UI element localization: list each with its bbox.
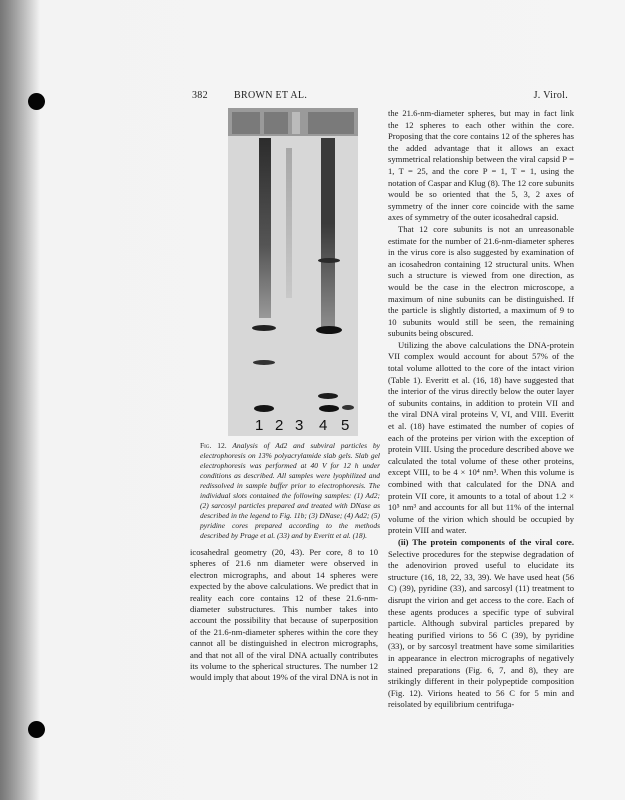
gel-figure <box>228 108 358 436</box>
running-header <box>192 90 568 104</box>
lane-label-4: 4 <box>319 417 328 434</box>
lane-1-band <box>252 325 276 331</box>
left-column-text: icosahedral geometry (20, 43). Per core, 8 to 10 spheres of 21.6 nm diameter were observed in electron micrographs, and about 14 spheres were expected by the above calculations. We predict that in reality each core contains 12 of these 21.6-nm-diameter substructures. This number takes into account the possibility that because of superposition of the 21.6-nm-diameter spheres within the core they cannot all be distinguished in electron micrographs, and that not all of the viral DNA actually contributes its volume to the spherical structures. The number 12 would imply that about 19% of the viral DNA is not in <box>190 547 378 683</box>
paragraph-protein-components <box>388 537 574 711</box>
lane-4-smear <box>321 138 335 328</box>
gel-well <box>292 112 300 134</box>
lane-label-3: 3 <box>295 417 304 434</box>
gel-well <box>308 112 354 134</box>
journal-name: J. Virol. <box>533 90 568 101</box>
paragraph: the 21.6-nm-diameter spheres, but may in fact link the 12 spheres to each other within the core. Proposing that the core contains 12 of the spheres has the added advantage that it allows an exact symmetrical relationship between the viral capsid P = 1, T = 25, and the core P = 1, T = 1, using the notation of Caspar and Klug (8). The 12 core subunits would be so oriented that the 5, 3, 2 axes of symmetry of the inner core coincide with the same axes of symmetry of the outer icosahedral capsid. <box>388 108 574 223</box>
right-column <box>388 108 574 711</box>
punch-hole-top <box>28 93 45 110</box>
lane-4-band <box>318 393 338 399</box>
lane-label-5: 5 <box>341 417 350 434</box>
lane-4-band <box>319 405 339 412</box>
page-edge-shadow <box>0 0 40 800</box>
section-heading: (ii) The protein components of the viral core. <box>398 536 574 547</box>
lane-4-band <box>316 326 342 334</box>
caption-text: Analysis of Ad2 and subviral particles by electrophoresis on 13% polyacrylamide slab gels. Slab gel electrophoresis was performed at 40 V for 12 h under conditions as described. All samples were lyophilized and redissolved in sample buffer prior to electrophoresis. The individual slots contained the following samples: (1) Ad2; (2) sarcosyl particles prepared and treated with DNase as described in the legend to Fig. 11b; (3) DNase; (4) Ad2; (5) pyridine cores prepared according to the methods described by Prage et al. (33) and by Everitt et al. (18). <box>200 441 380 540</box>
lane-label-1: 1 <box>255 417 264 434</box>
lane-5-band <box>342 405 354 410</box>
running-authors: BROWN ET AL. <box>234 90 308 101</box>
paragraph: That 12 core subunits is not an unreasonable estimate for the number of 21.6-nm-diameter spheres in the virus core is also suggested by examination of an icosahedron containing 12 structural units. When such a structure is viewed from one direction, as would be the case in the electron microscope, a maximum of nine subunits can be distinguished. If the particle is slightly distorted, a maximum of 9 to 10 subunits would still be seen, the remaining subunits being obscured. <box>388 223 574 339</box>
gel-well <box>232 112 260 134</box>
lane-4-band <box>318 258 340 263</box>
figure-caption <box>200 441 380 541</box>
lane-label-2: 2 <box>275 417 284 434</box>
caption-label: Fig. 12. <box>200 441 227 450</box>
lane-1-band <box>254 405 274 412</box>
paragraph: Utilizing the above calculations the DNA-protein VII complex would account for about 57% of the total volume allotted to the core of the intact virion (Table 1). Everitt et al. (16, 18) have suggested that the interior of the virus directly below the outer layer of subunits contains, in addition to protein VII and the viral DNA viral proteins V, VI, and VIII. Everitt et al. (18) have estimated the number of copies of each of the proteins per virion with the exception of protein VIII. Using the procedure described above we calculated the total volume of these other proteins, except VIII, to be 4 × 10⁴ nm³. When this volume is combined with that calculated for the DNA and protein VII core, it amounts to a total of about 1.2 × 10⁵ nm³ and accounts for all but 11% of the internal volume of the virion which should be occupied by protein VIII and water. <box>388 339 574 536</box>
gel-well <box>264 112 288 134</box>
lane-1-band <box>253 360 275 365</box>
punch-hole-bottom <box>28 721 45 738</box>
page-number: 382 <box>192 90 208 101</box>
lane-2-smear <box>286 148 292 298</box>
lane-1-smear <box>259 138 271 318</box>
paragraph-text: Selective procedures for the stepwise degradation of the adenovirion proved useful to elucidate its structure (16, 18, 22, 33, 39). We have used heat (56 C) (39), pyridine (33), and sarcosyl (11) treatment to disrupt the virion and get access to the core. Each of these agents produces a specific type of subviral particle. Although subviral particles prepared by heating purified virions to 56 C (39), by pyridine (33), or by sarcosyl treatment have some similarities in appearance in electron micrographs of negatively stained preparations (Fig. 6, 7, and 8), they are strikingly different in their polypeptide composition (Fig. 12). Virions heated to 56 C for 5 min and reisolated by equilibrium centrifuga- <box>388 548 574 710</box>
